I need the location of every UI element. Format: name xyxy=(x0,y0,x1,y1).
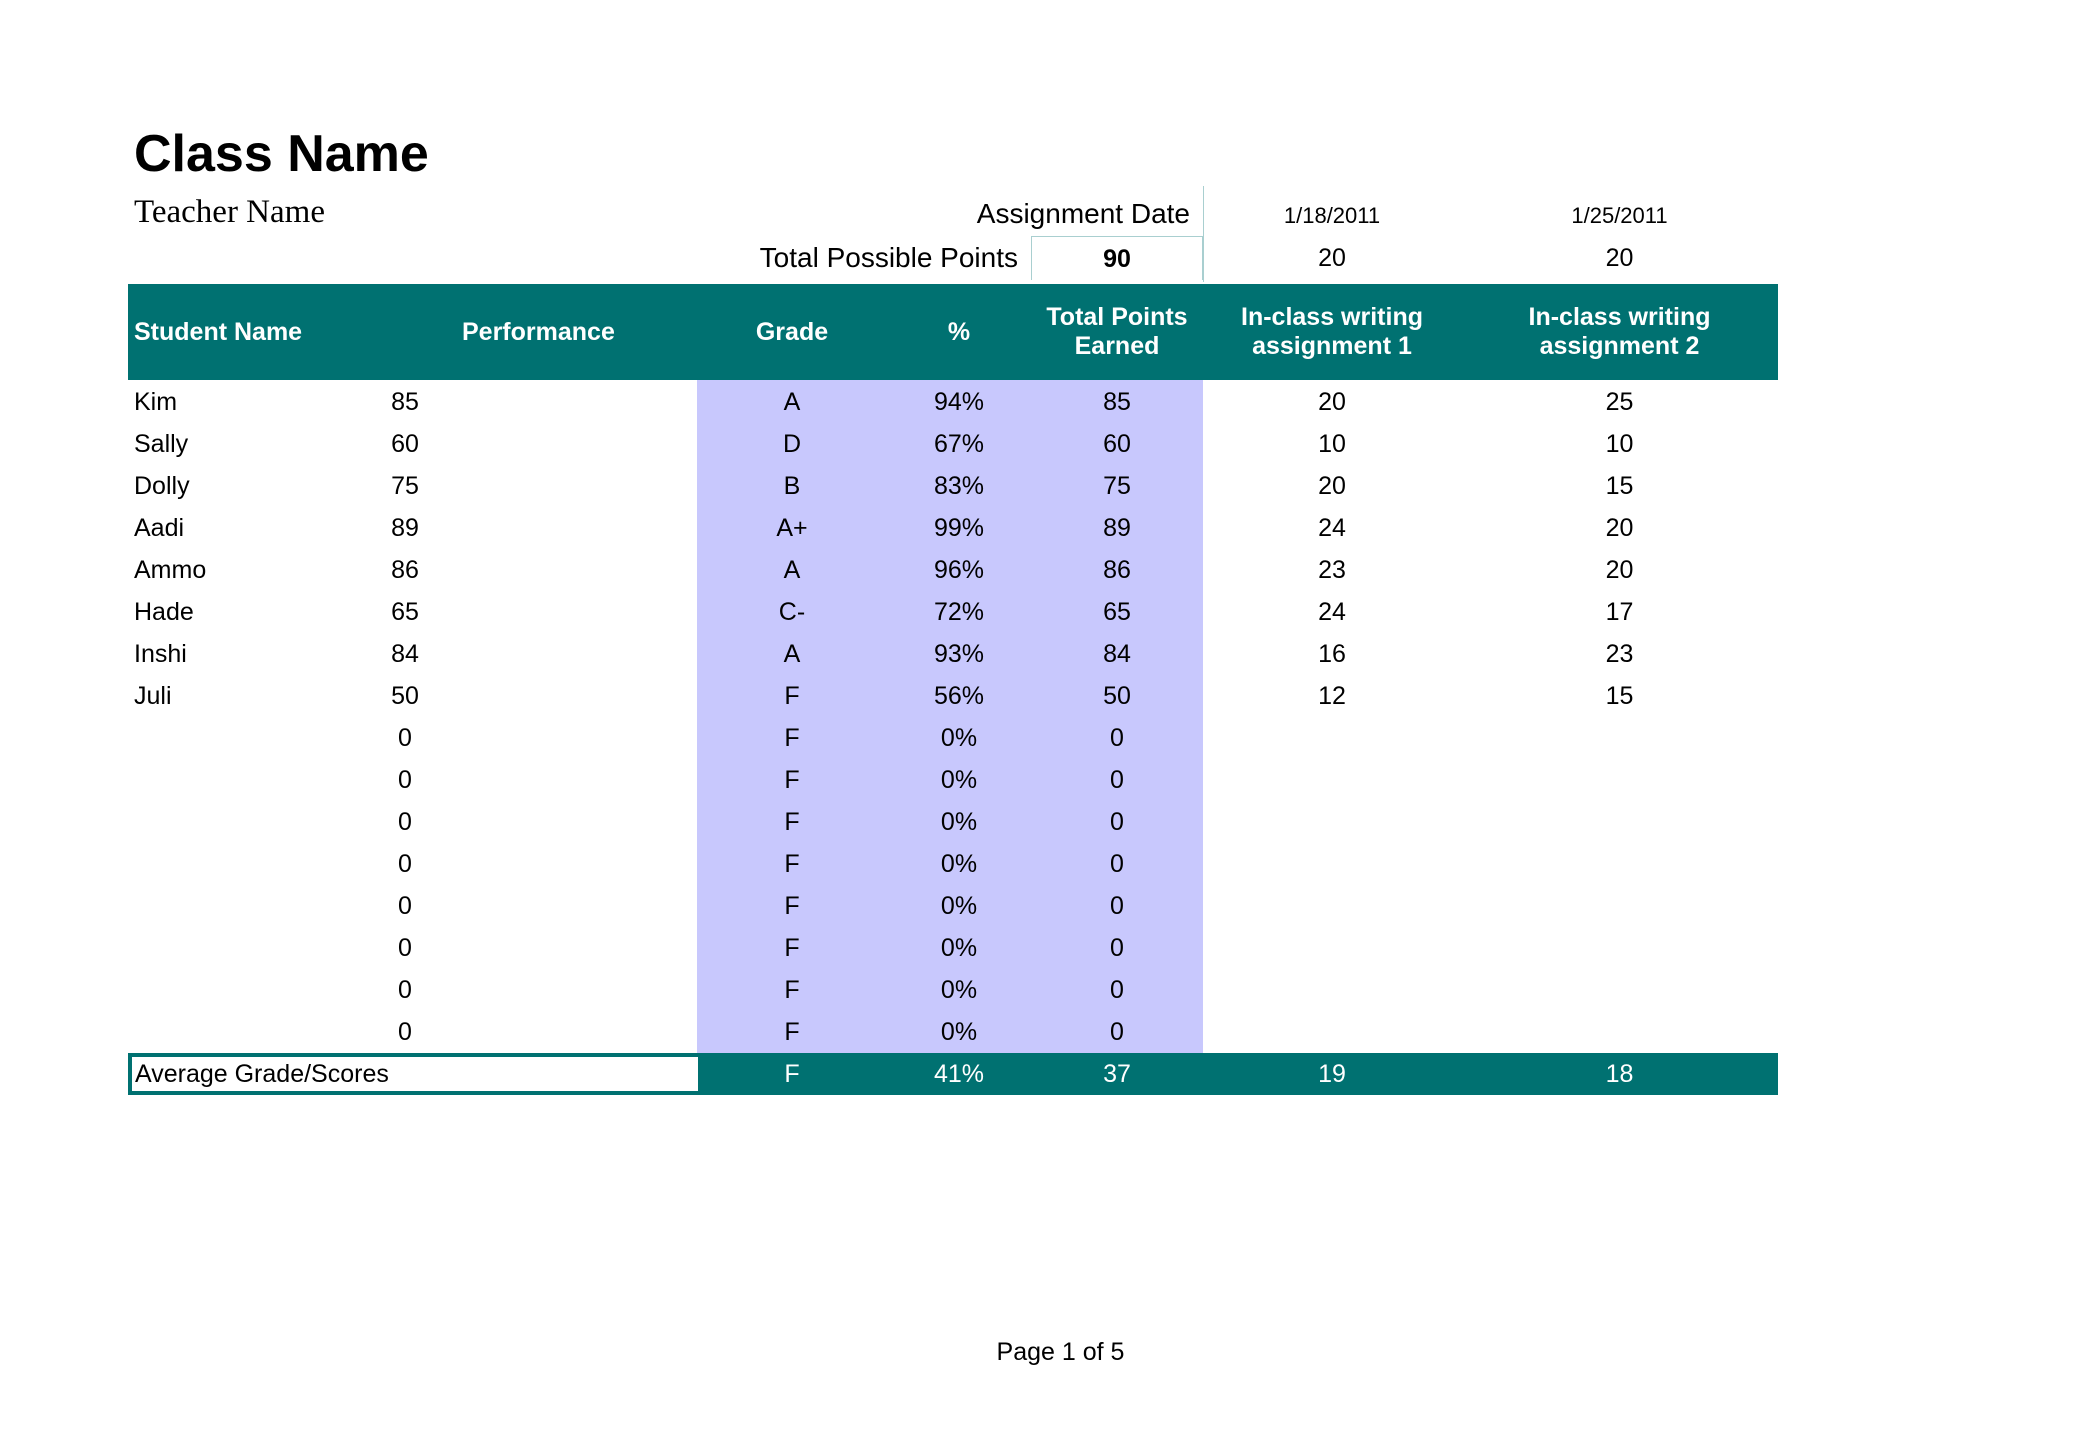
assignment-2-possible-points[interactable]: 20 xyxy=(1605,244,1634,272)
assignment-1-score-cell[interactable]: 24 xyxy=(1318,514,1346,542)
student-name-cell[interactable] xyxy=(134,969,374,1011)
performance-cell[interactable]: 84 xyxy=(391,640,419,668)
assignment-1-date[interactable]: 1/18/2011 xyxy=(1283,203,1381,228)
percent-cell[interactable]: 0% xyxy=(940,1018,978,1046)
performance-cell[interactable]: 0 xyxy=(398,808,412,836)
total-points-cell[interactable]: 0 xyxy=(1110,766,1124,794)
average-total-points: 37 xyxy=(1103,1060,1131,1088)
percent-cell[interactable]: 99% xyxy=(933,514,985,542)
student-name-cell[interactable]: Ammo xyxy=(134,556,207,584)
performance-cell[interactable]: 89 xyxy=(391,514,419,542)
performance-cell[interactable]: 60 xyxy=(391,430,419,458)
assignment-2-score-cell[interactable] xyxy=(1461,759,1778,801)
assignment-2-score-cell[interactable] xyxy=(1461,885,1778,927)
column-header-performance: Performance xyxy=(462,317,615,346)
student-name-cell[interactable]: Juli xyxy=(134,682,172,710)
assignment-1-score-cell[interactable] xyxy=(1203,843,1461,885)
total-points-cell[interactable]: 50 xyxy=(1103,682,1131,710)
total-points-cell[interactable]: 89 xyxy=(1103,514,1131,542)
percent-cell[interactable]: 83% xyxy=(933,472,985,500)
average-label: Average Grade/Scores xyxy=(132,1057,698,1091)
assignment-2-score-cell[interactable]: 25 xyxy=(1605,388,1634,416)
grade-cell[interactable]: F xyxy=(784,892,800,920)
grade-cell[interactable]: A xyxy=(783,556,801,584)
grade-cell[interactable]: F xyxy=(784,850,800,878)
grade-cell[interactable]: A xyxy=(783,388,801,416)
grade-cell[interactable]: F xyxy=(784,682,800,710)
assignment-1-score-cell[interactable]: 10 xyxy=(1318,430,1346,458)
total-points-cell[interactable]: 85 xyxy=(1103,388,1131,416)
table-row xyxy=(0,507,2100,549)
percent-cell[interactable]: 0% xyxy=(940,808,978,836)
average-assignment-2: 18 xyxy=(1605,1060,1634,1088)
percent-cell[interactable]: 56% xyxy=(933,682,985,710)
grade-cell[interactable]: A xyxy=(783,640,801,668)
grade-cell[interactable]: F xyxy=(784,976,800,1004)
student-name-cell[interactable] xyxy=(134,759,374,801)
grade-cell[interactable]: F xyxy=(784,766,800,794)
total-points-cell[interactable]: 86 xyxy=(1103,556,1131,584)
total-points-cell[interactable]: 0 xyxy=(1110,808,1124,836)
grade-cell[interactable]: A+ xyxy=(776,514,808,542)
total-possible-points-label: Total Possible Points xyxy=(759,242,1018,273)
assignment-1-score-cell[interactable]: 20 xyxy=(1318,388,1346,416)
assignment-1-score-cell[interactable] xyxy=(1203,759,1461,801)
class-name: Class Name xyxy=(134,125,429,183)
table-row xyxy=(0,843,2100,885)
assignment-2-score-cell[interactable] xyxy=(1461,801,1778,843)
percent-cell[interactable]: 0% xyxy=(940,850,978,878)
assignment-1-score-cell[interactable] xyxy=(1203,1011,1461,1053)
teacher-name: Teacher Name xyxy=(134,194,325,230)
student-name-cell[interactable] xyxy=(134,801,374,843)
assignment-1-score-cell[interactable]: 20 xyxy=(1318,472,1346,500)
assignment-2-score-cell[interactable]: 15 xyxy=(1605,682,1634,710)
student-name-cell[interactable]: Sally xyxy=(134,430,189,458)
total-points-cell[interactable]: 0 xyxy=(1110,724,1124,752)
table-row xyxy=(0,927,2100,969)
percent-cell[interactable]: 0% xyxy=(940,976,978,1004)
total-points-cell[interactable]: 0 xyxy=(1110,934,1124,962)
table-row xyxy=(0,885,2100,927)
student-name-cell[interactable] xyxy=(134,1011,374,1053)
performance-cell[interactable]: 0 xyxy=(398,976,412,1004)
performance-cell[interactable]: 65 xyxy=(391,598,419,626)
student-name-cell[interactable] xyxy=(134,885,374,927)
percent-cell[interactable]: 72% xyxy=(933,598,985,626)
grade-cell[interactable]: F xyxy=(784,808,800,836)
assignment-2-score-cell[interactable]: 15 xyxy=(1605,472,1634,500)
column-header-percent: % xyxy=(947,317,971,346)
average-percent: 41% xyxy=(933,1060,985,1088)
grade-cell[interactable]: D xyxy=(782,430,802,458)
assignment-2-score-cell[interactable] xyxy=(1461,969,1778,1011)
student-name-cell[interactable]: Dolly xyxy=(134,472,190,500)
student-name-cell[interactable]: Inshi xyxy=(134,640,187,668)
assignment-1-score-cell[interactable]: 24 xyxy=(1318,598,1346,626)
total-points-cell[interactable]: 0 xyxy=(1110,976,1124,1004)
table-row xyxy=(0,549,2100,591)
table-row xyxy=(0,801,2100,843)
percent-cell[interactable]: 67% xyxy=(933,430,985,458)
performance-cell[interactable]: 0 xyxy=(398,934,412,962)
page-number: Page 1 of 5 xyxy=(996,1338,1125,1366)
table-row xyxy=(0,1011,2100,1053)
percent-cell[interactable]: 0% xyxy=(940,934,978,962)
total-points-cell[interactable]: 0 xyxy=(1110,850,1124,878)
grade-cell[interactable]: F xyxy=(784,724,800,752)
performance-cell[interactable]: 50 xyxy=(391,682,419,710)
assignment-2-score-cell[interactable] xyxy=(1461,927,1778,969)
assignment-2-score-cell[interactable] xyxy=(1461,717,1778,759)
column-header-total-points-earned: Total Points Earned xyxy=(1046,303,1188,360)
assignment-2-score-cell[interactable] xyxy=(1461,843,1778,885)
total-possible-points-value[interactable]: 90 xyxy=(1031,236,1203,280)
total-points-cell[interactable]: 0 xyxy=(1110,1018,1124,1046)
average-assignment-1: 19 xyxy=(1318,1060,1346,1088)
assignment-date-label: Assignment Date xyxy=(976,198,1190,229)
assignment-2-score-cell[interactable]: 10 xyxy=(1605,430,1634,458)
column-header-grade: Grade xyxy=(755,317,829,346)
student-name-cell[interactable] xyxy=(134,927,374,969)
performance-cell[interactable]: 0 xyxy=(398,892,412,920)
assignment-1-score-cell[interactable] xyxy=(1203,927,1461,969)
assignment-2-score-cell[interactable]: 20 xyxy=(1605,556,1634,584)
grade-cell[interactable]: F xyxy=(784,1018,800,1046)
column-header-student-name: Student Name xyxy=(134,317,303,346)
percent-cell[interactable]: 96% xyxy=(933,556,985,584)
table-row xyxy=(0,465,2100,507)
table-row xyxy=(0,717,2100,759)
performance-cell[interactable]: 0 xyxy=(398,1018,412,1046)
table-row xyxy=(0,591,2100,633)
assignment-1-possible-points[interactable]: 20 xyxy=(1318,244,1346,272)
assignment-1-score-cell[interactable]: 12 xyxy=(1318,682,1346,710)
performance-cell[interactable]: 0 xyxy=(398,724,412,752)
assignment-2-date[interactable]: 1/25/2011 xyxy=(1571,203,1668,228)
percent-cell[interactable]: 0% xyxy=(940,892,978,920)
performance-cell[interactable]: 86 xyxy=(391,556,419,584)
assignment-1-score-cell[interactable] xyxy=(1203,717,1461,759)
table-row xyxy=(0,423,2100,465)
assignment-1-score-cell[interactable] xyxy=(1203,801,1461,843)
assignment-1-score-cell[interactable]: 16 xyxy=(1318,640,1346,668)
table-row xyxy=(0,675,2100,717)
assignment-2-score-cell[interactable]: 17 xyxy=(1605,598,1634,626)
column-header-assignment-2: In-class writing assignment 2 xyxy=(1528,303,1711,360)
table-row xyxy=(0,381,2100,423)
total-points-cell[interactable]: 65 xyxy=(1103,598,1131,626)
assignment-2-score-cell[interactable]: 20 xyxy=(1605,514,1634,542)
assignment-1-score-cell[interactable]: 23 xyxy=(1318,556,1346,584)
assignment-2-score-cell[interactable] xyxy=(1461,1011,1778,1053)
table-row xyxy=(0,633,2100,675)
performance-cell[interactable]: 0 xyxy=(398,766,412,794)
percent-cell[interactable]: 0% xyxy=(940,766,978,794)
percent-cell[interactable]: 0% xyxy=(940,724,978,752)
average-grade: F xyxy=(784,1060,800,1088)
student-name-cell[interactable] xyxy=(134,843,374,885)
student-name-cell[interactable]: Kim xyxy=(134,388,178,416)
table-row xyxy=(0,759,2100,801)
grade-cell[interactable]: F xyxy=(784,934,800,962)
total-points-cell[interactable]: 84 xyxy=(1103,640,1131,668)
performance-cell[interactable]: 0 xyxy=(398,850,412,878)
performance-cell[interactable]: 85 xyxy=(391,388,419,416)
student-name-cell[interactable] xyxy=(134,717,374,759)
assignment-1-score-cell[interactable] xyxy=(1203,885,1461,927)
student-name-cell[interactable]: Hade xyxy=(134,598,194,626)
performance-cell[interactable]: 75 xyxy=(391,472,419,500)
column-header-assignment-1: In-class writing assignment 1 xyxy=(1241,303,1423,360)
grade-cell[interactable]: C- xyxy=(778,598,806,626)
total-points-cell[interactable]: 75 xyxy=(1103,472,1131,500)
assignment-1-score-cell[interactable] xyxy=(1203,969,1461,1011)
grade-cell[interactable]: B xyxy=(783,472,801,500)
student-name-cell[interactable]: Aadi xyxy=(134,514,185,542)
table-row xyxy=(0,969,2100,1011)
total-points-cell[interactable]: 60 xyxy=(1103,430,1131,458)
percent-cell[interactable]: 93% xyxy=(933,640,985,668)
assignment-2-score-cell[interactable]: 23 xyxy=(1605,640,1634,668)
total-points-cell[interactable]: 0 xyxy=(1110,892,1124,920)
percent-cell[interactable]: 94% xyxy=(933,388,985,416)
